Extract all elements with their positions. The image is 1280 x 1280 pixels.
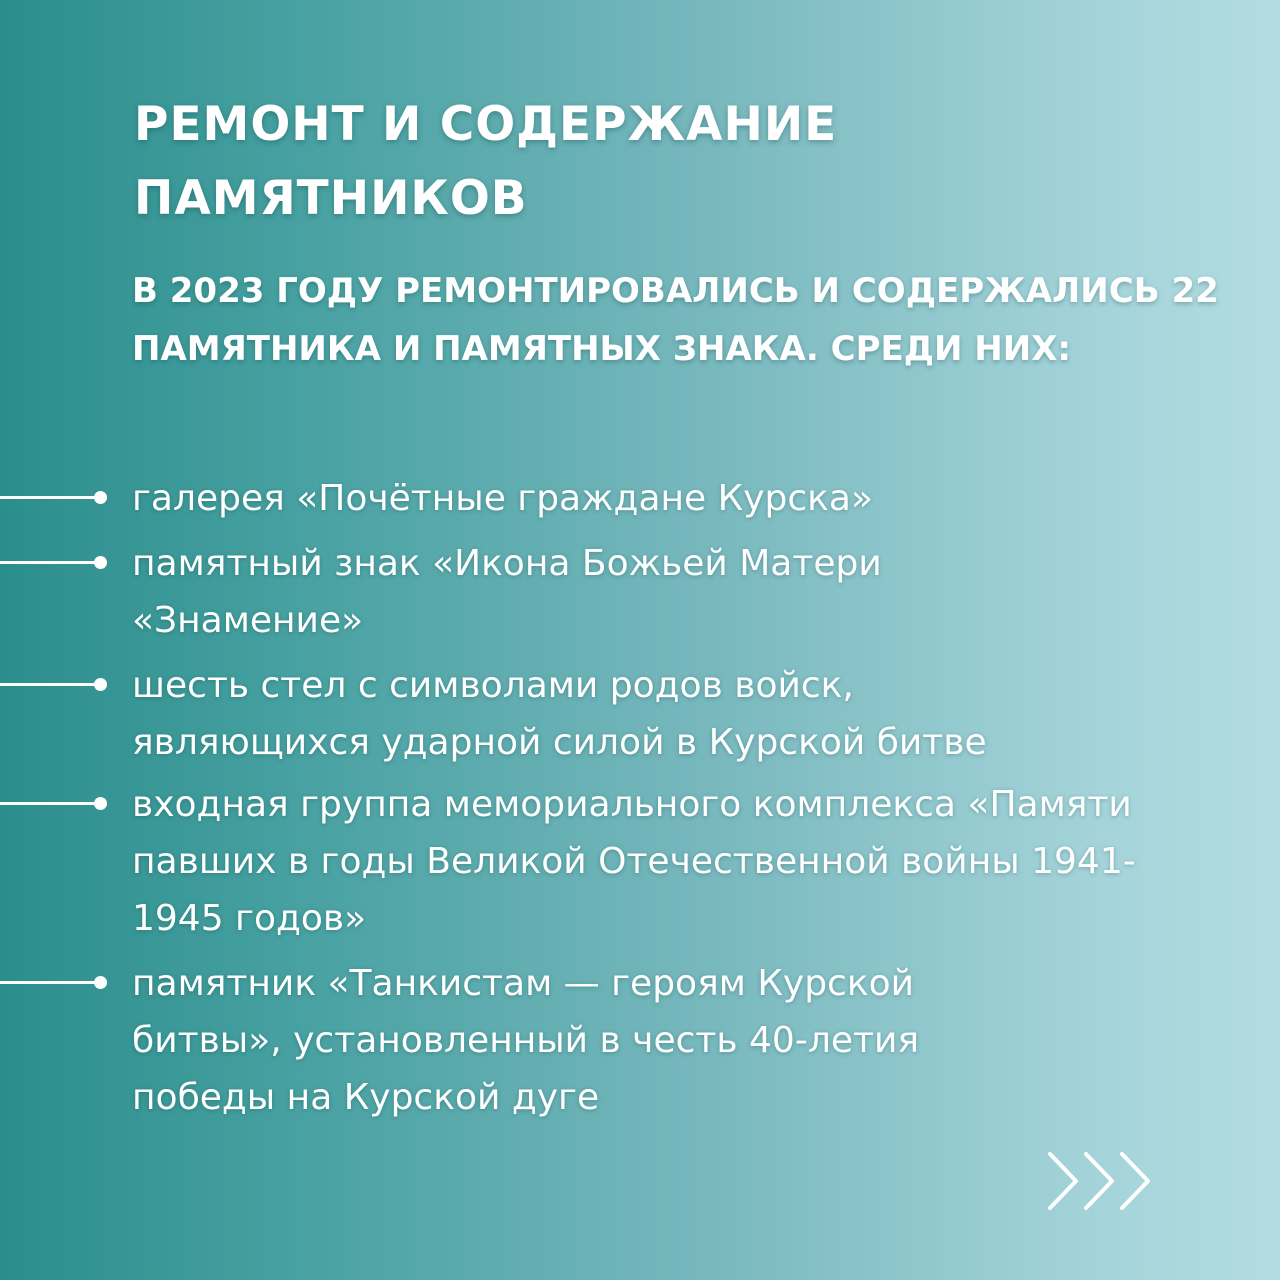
bullet-line [0, 802, 100, 805]
triple-chevron-right-icon[interactable] [1044, 1150, 1154, 1212]
bullet-dot-icon [94, 556, 107, 569]
bullet-dot-icon [94, 797, 107, 810]
bullet-dot-icon [94, 491, 107, 504]
bullet-dot-icon [94, 678, 107, 691]
bullet-line [0, 683, 100, 686]
bullet-line [0, 981, 100, 984]
list-item-text: галерея «Почётные граждане Курска» [132, 478, 873, 519]
list-item-text: памятный знак «Икона Божьей Матери «Знамение» [132, 543, 882, 641]
list-item-text: входная группа мемориального комплекса «Памяти павших в годы Великой Отечественной войны 1941-1945 годов» [132, 784, 1136, 939]
bullet-line [0, 496, 100, 499]
bullet-dot-icon [94, 976, 107, 989]
intro-text: В 2023 ГОДУ РЕМОНТИРОВАЛИСЬ И СОДЕРЖАЛИСЬ 22 ПАМЯТНИКА И ПАМЯТНЫХ ЗНАКА. СРЕДИ НИХ: [132, 271, 1219, 369]
page-title: РЕМОНТ И СОДЕРЖАНИЕ ПАМЯТНИКОВ [134, 97, 838, 226]
list-item-text: шесть стел с символами родов войск, являющихся ударной силой в Курской битве [132, 665, 987, 763]
list-item-text: памятник «Танкистам — героям Курской битвы», установленный в честь 40-летия победы на Курской дуге [132, 963, 920, 1118]
bullet-line [0, 561, 100, 564]
